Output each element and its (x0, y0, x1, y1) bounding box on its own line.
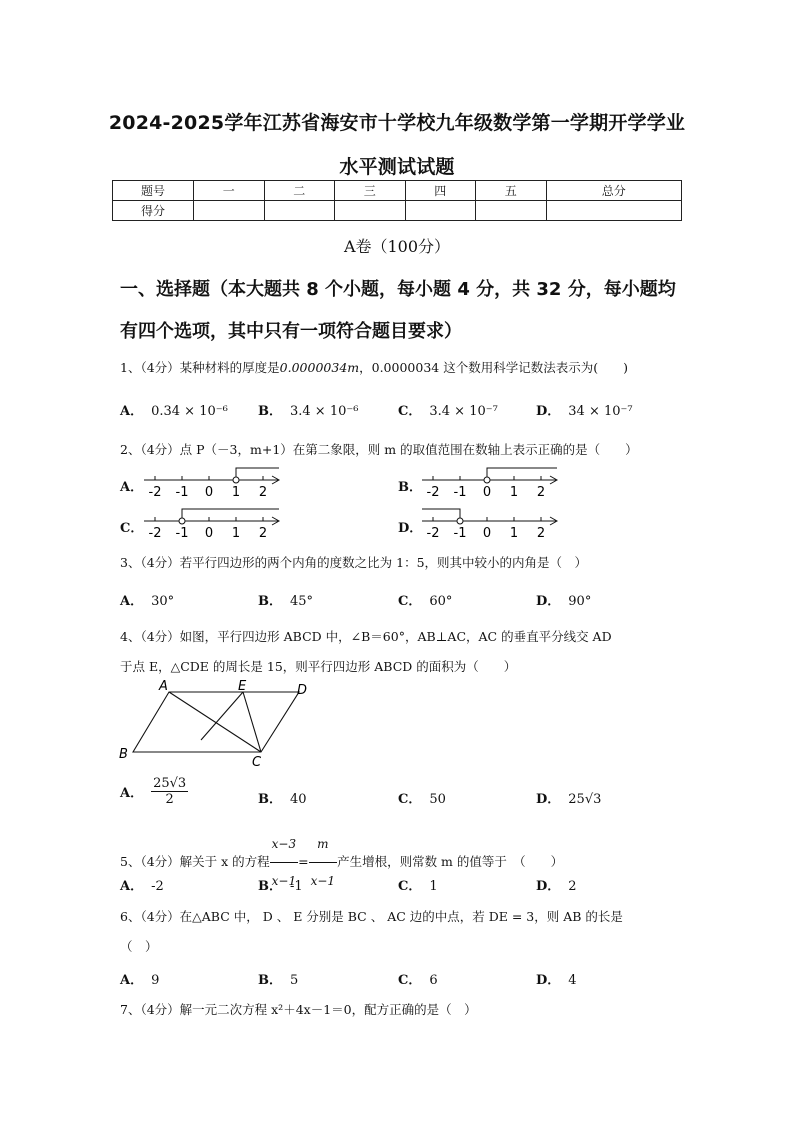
q5-option-d[interactable] (536, 875, 577, 894)
q5-option-b[interactable] (258, 875, 303, 894)
option-value: 30° (151, 594, 175, 609)
q1-option-b[interactable] (258, 400, 358, 419)
label-e: E (238, 679, 247, 694)
question-number: 5、（4分） (120, 854, 180, 869)
tick-label: 1 (509, 526, 519, 541)
score-header-cell: 五 (476, 181, 547, 201)
option-label: A． (120, 973, 144, 988)
volume-title: A卷（100分） (343, 237, 451, 256)
score-header-cell: 一 (194, 181, 265, 201)
tick-label: 2 (258, 485, 268, 500)
q5-option-a[interactable] (120, 875, 164, 894)
fraction-denominator: 2 (165, 792, 174, 807)
question-number: 6、（4分） (120, 909, 180, 924)
option-label: D． (536, 404, 561, 419)
option-label: B． (258, 792, 282, 807)
fraction-denominator: x−1 (271, 874, 297, 888)
tick-label: -2 (148, 485, 162, 500)
fraction-numerator: m (309, 826, 337, 863)
option-value: 90° (568, 594, 592, 609)
equals-sign: = (298, 854, 309, 869)
tick-label: -1 (453, 485, 467, 500)
axis-ticks (155, 476, 263, 480)
option-label: C． (120, 521, 144, 536)
option-label: B． (258, 594, 282, 609)
option-label: D． (536, 594, 561, 609)
tick-label: -1 (175, 526, 189, 541)
option-label: C． (398, 792, 422, 807)
label-d: D (297, 683, 308, 698)
score-row-label: 得分 (113, 201, 194, 221)
open-circle (233, 477, 239, 483)
score-cell[interactable] (546, 201, 682, 221)
solution-ray (422, 509, 460, 521)
option-label: B． (258, 973, 282, 988)
option-value: 40 (290, 792, 307, 807)
perpendicular-bisector (201, 692, 243, 740)
option-value: 6 (429, 973, 438, 988)
q6-option-c[interactable] (398, 969, 438, 988)
q1-option-a[interactable] (120, 400, 228, 419)
segment-ec (243, 692, 261, 752)
open-circle (179, 518, 185, 524)
score-cell[interactable] (264, 201, 335, 221)
score-table (112, 180, 682, 221)
option-label: D． (536, 792, 561, 807)
question-number: 4、（4分） (120, 629, 180, 644)
option-value: 50 (429, 792, 446, 807)
fraction-denominator: x−1 (310, 874, 336, 888)
option-label: C． (398, 594, 422, 609)
option-label: C． (398, 973, 422, 988)
score-header-cell: 二 (264, 181, 335, 201)
question-4-line2: 于点 E，△CDE 的周长是 15，则平行四边形 ABCD 的面积为（ ） (120, 659, 517, 674)
question-math: 0.0000034m (279, 360, 360, 375)
number-line-b (418, 466, 563, 500)
question-text: 产生增根，则常数 m 的值等于 （ ） (337, 854, 564, 869)
score-header-cell: 四 (405, 181, 476, 201)
option-label: A． (120, 594, 144, 609)
q6-option-a[interactable] (120, 969, 159, 988)
exam-title-line1: 2024-2025学年江苏省海安市十学校九年级数学第一学期开学学业 (108, 112, 686, 134)
option-label: C． (398, 879, 422, 894)
score-cell[interactable] (405, 201, 476, 221)
option-label: B． (258, 879, 282, 894)
option-label: B． (398, 480, 422, 495)
axis-ticks (155, 517, 263, 521)
score-header-cell: 总分 (546, 181, 682, 201)
tick-label: 1 (509, 485, 519, 500)
question-2 (120, 440, 638, 458)
fraction-numerator: x−3 (270, 826, 298, 863)
fraction (151, 776, 188, 807)
option-label: A． (120, 879, 144, 894)
tick-label: 2 (536, 485, 546, 500)
tick-label: -2 (426, 526, 440, 541)
tick-label: 0 (482, 526, 492, 541)
number-line-c (140, 507, 285, 541)
question-text: 若平行四边形的两个内角的度数之比为 1：5，则其中较小的内角是（ ） (179, 555, 588, 570)
q3-option-d[interactable] (536, 590, 591, 609)
label-c: C (252, 755, 262, 770)
question-6-line1 (120, 907, 623, 925)
q1-option-d[interactable] (536, 400, 633, 419)
score-header-cell: 题号 (113, 181, 194, 201)
tick-label: -1 (175, 485, 189, 500)
option-value: 34 × 10⁻⁷ (568, 404, 633, 419)
tick-label: 1 (231, 485, 241, 500)
option-value: 3.4 × 10⁻⁶ (290, 404, 359, 419)
question-text: 在△ABC 中， D 、 E 分别是 BC 、 AC 边的中点，若 DE = 3，则 AB 的长是 (179, 909, 623, 924)
tick-label: 0 (482, 485, 492, 500)
question-1 (120, 358, 628, 376)
option-value: 4 (568, 973, 577, 988)
solution-ray (487, 468, 557, 480)
option-label: D． (536, 879, 561, 894)
tick-label: 0 (204, 485, 214, 500)
question-number: 2、（4分） (120, 442, 180, 457)
question-3 (120, 553, 587, 571)
score-cell[interactable] (476, 201, 547, 221)
number-line-d (418, 507, 563, 541)
tick-label: -2 (426, 485, 440, 500)
axis-ticks (433, 517, 541, 521)
q4-option-c[interactable] (398, 788, 446, 807)
question-5 (120, 826, 563, 899)
question-4-line1 (120, 627, 612, 645)
exam-title-line2: 水平测试试题 (339, 156, 455, 178)
q6-option-b[interactable] (258, 969, 298, 988)
score-header-cell: 三 (335, 181, 406, 201)
question-number: 7、（4分） (120, 1002, 180, 1017)
tick-label: 0 (204, 526, 214, 541)
q5-option-c[interactable] (398, 875, 438, 894)
diagonal-ac (169, 692, 261, 752)
label-a: A (159, 679, 168, 694)
option-value: -1 (290, 879, 303, 894)
tick-label: 2 (536, 526, 546, 541)
tick-label: 1 (231, 526, 241, 541)
solution-ray (182, 509, 279, 521)
option-value: -2 (151, 879, 164, 894)
question-7 (120, 1000, 477, 1018)
score-cell[interactable] (194, 201, 265, 221)
number-line-a (140, 466, 285, 500)
option-value: 0.34 × 10⁻⁶ (151, 404, 228, 419)
question-text: 如图，平行四边形 ABCD 中，∠B＝60°，AB⊥AC，AC 的垂直平分线交 AD (179, 629, 612, 644)
section1-heading-line2: 有四个选项，其中只有一项符合题目要求） (120, 321, 462, 342)
option-label: D． (536, 973, 561, 988)
score-cell[interactable] (335, 201, 406, 221)
option-value: 5 (290, 973, 299, 988)
option-label: A． (120, 480, 144, 495)
score-table-header-row (113, 181, 682, 201)
q1-option-c[interactable] (398, 400, 498, 419)
score-table-score-row (113, 201, 682, 221)
q3-option-c[interactable] (398, 590, 452, 609)
question-text: 解关于 x 的方程 (179, 854, 270, 869)
question-text: 解一元二次方程 x²＋4x－1＝0，配方正确的是（ ） (179, 1002, 477, 1017)
question-6-line2: （ ） (120, 939, 158, 954)
question-text: 某种材料的厚度是 (179, 360, 280, 375)
q4-option-d[interactable] (536, 788, 601, 807)
question-text: 点 P（－3，m+1）在第二象限，则 m 的取值范围在数轴上表示正确的是（ ） (179, 442, 638, 457)
option-label: B． (258, 404, 282, 419)
label-b: B (119, 747, 128, 762)
solution-ray (236, 468, 279, 480)
open-circle (457, 518, 463, 524)
question-text: ，0.0000034 这个数用科学记数法表示为( ) (359, 360, 628, 375)
parallelogram-figure (115, 678, 315, 770)
option-label: D． (398, 521, 423, 536)
q4-option-a[interactable] (120, 776, 188, 807)
q3-option-b[interactable] (258, 590, 313, 609)
q4-option-b[interactable] (258, 788, 307, 807)
question-number: 3、（4分） (120, 555, 180, 570)
q6-option-d[interactable] (536, 969, 577, 988)
option-value: 1 (429, 879, 438, 894)
q3-option-a[interactable] (120, 590, 174, 609)
tick-label: -2 (148, 526, 162, 541)
option-value: 25√3 (568, 792, 602, 807)
open-circle (484, 477, 490, 483)
option-label: C． (398, 404, 422, 419)
tick-label: 2 (258, 526, 268, 541)
option-value: 2 (568, 879, 577, 894)
option-label: A． (120, 404, 144, 419)
option-value: 60° (429, 594, 453, 609)
tick-label: -1 (453, 526, 467, 541)
fraction-right (309, 826, 337, 899)
option-value: 3.4 × 10⁻⁷ (429, 404, 498, 419)
question-number: 1、（4分） (120, 360, 180, 375)
option-value: 9 (151, 973, 160, 988)
section1-heading-line1: 一、选择题（本大题共 8 个小题，每小题 4 分，共 32 分，每小题均 (120, 279, 676, 300)
fraction-numerator: 25√3 (153, 776, 187, 791)
option-value: 45° (290, 594, 314, 609)
option-label: A． (120, 786, 144, 801)
